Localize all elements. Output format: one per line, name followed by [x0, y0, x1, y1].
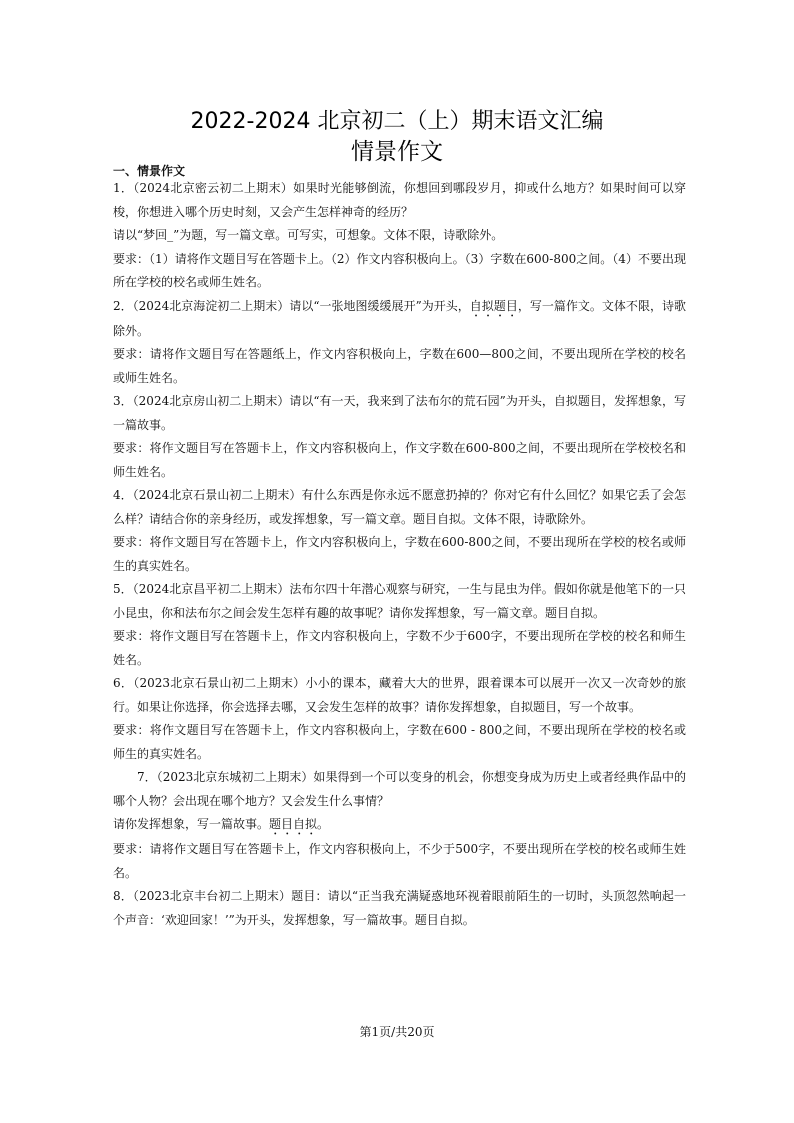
question-5-prompt: 5．（2024北京昌平初二上期末）法布尔四十年潜心观察与研究，一生与昆虫为伴。假如你就是他笔下的一只小昆虫，你和法布尔之间会发生怎样有趣的故事呢？请你发挥想象，写一篇文章。题目自拟。 — [113, 582, 686, 620]
question-5-requirement: 要求：将作文题目写在答题卡上，作文内容积极向上，字数不少于600字，不要出现所在学校的校名和师生姓名。 — [113, 629, 686, 667]
question-7-instruction — [113, 813, 686, 838]
question-7-prompt: 7．（2023北京东城初二上期末）如果得到一个可以变身的机会，你想变身成为历史上或者经典作品中的哪个人物？会出现在哪个地方？又会发生什么事情？ — [113, 770, 686, 808]
question-2-prompt-end: ，写一篇作文。文体不限，诗歌除外。 — [113, 298, 686, 338]
question-2-prompt — [113, 295, 686, 344]
question-7-instruction-start: 请你发挥想象，写一篇故事。 — [113, 817, 270, 831]
question-4-requirement: 要求：将作文题目写在答题卡上，作文内容积极向上，字数在600-800之间，不要出现所在学校的校名或师生的真实姓名。 — [113, 535, 686, 573]
page-title: 2022-2024 北京初二（上）期末语文汇编 — [190, 109, 604, 134]
question-2-requirement: 要求：请将作文题目写在答题纸上，作文内容积极向上，字数在600—800之间，不要出现所在学校的校名或师生姓名。 — [113, 347, 686, 385]
question-3-requirement: 要求：将作文题目写在答题卡上，作文内容积极向上，作文字数在600-800之间，不要出现所在学校校名和师生姓名。 — [113, 441, 686, 479]
page-footer: 第1页/共20页 — [359, 1025, 435, 1039]
question-3-prompt: 3．（2024北京房山初二上期末）请以“有一天，我来到了法布尔的荒石园”为开头，自拟题目，发挥想象，写一篇故事。 — [113, 394, 686, 432]
question-2-prompt-start: 2．（2024北京海淀初二上期末）请以“一张地图缓缓展开”为开头， — [113, 298, 470, 313]
question-1-instruction: 请以“梦回_”为题，写一篇文章。可写实，可想象。文体不限，诗歌除外。 — [113, 228, 504, 242]
question-2-emphasis: 自拟题目 — [469, 298, 518, 313]
question-7-instruction-end: 。 — [317, 817, 330, 831]
question-6-requirement: 要求：将作文题目写在答题卡上，作文内容积极向上，字数在600 - 800之间，不要出现所在学校的校名或师生的真实姓名。 — [113, 723, 686, 761]
question-4-prompt: 4．（2024北京石景山初二上期末）有什么东西是你永远不愿意扔掉的？你对它有什么回忆？如果它丢了会怎么样？请结合你的亲身经历，或发挥想象，写一篇文章。题目自拟。文体不限，诗歌除外。 — [113, 488, 686, 526]
page-subtitle: 情景作文 — [351, 139, 443, 165]
section-heading: 一、情景作文 — [113, 164, 186, 178]
question-8-prompt: 8．（2023北京丰台初二上期末）题目：请以“正当我充满疑惑地环视着眼前陌生的一切时，头顶忽然响起一个声音：‘欢迎回家！’”为开头，发挥想象，写一篇故事。题目自拟。 — [113, 889, 686, 927]
question-7-requirement: 要求：请将作文题目写在答题卡上，作文内容积极向上，不少于500字，不要出现所在学校的校名或师生姓名。 — [113, 842, 686, 880]
question-7-emphasis: 题目自拟 — [269, 817, 318, 831]
question-list — [113, 177, 686, 932]
question-1-prompt: 1．（2024北京密云初二上期末）如果时光能够倒流，你想回到哪段岁月，抑或什么地方？如果时间可以穿梭，你想进入哪个历史时刻，又会产生怎样神奇的经历？ — [113, 181, 686, 219]
question-1-requirement: 要求：（1）请将作文题目写在答题卡上。（2）作文内容积极向上。（3）字数在600-800之间。（4）不要出现所在学校的校名或师生姓名。 — [113, 251, 687, 289]
question-6-prompt: 6．（2023北京石景山初二上期末）小小的课本，藏着大大的世界，跟着课本可以展开一次又一次奇妙的旅行。如果让你选择，你会选择去哪，又会发生怎样的故事？请你发挥想象，自拟题目，写一个故事。 — [113, 676, 686, 714]
